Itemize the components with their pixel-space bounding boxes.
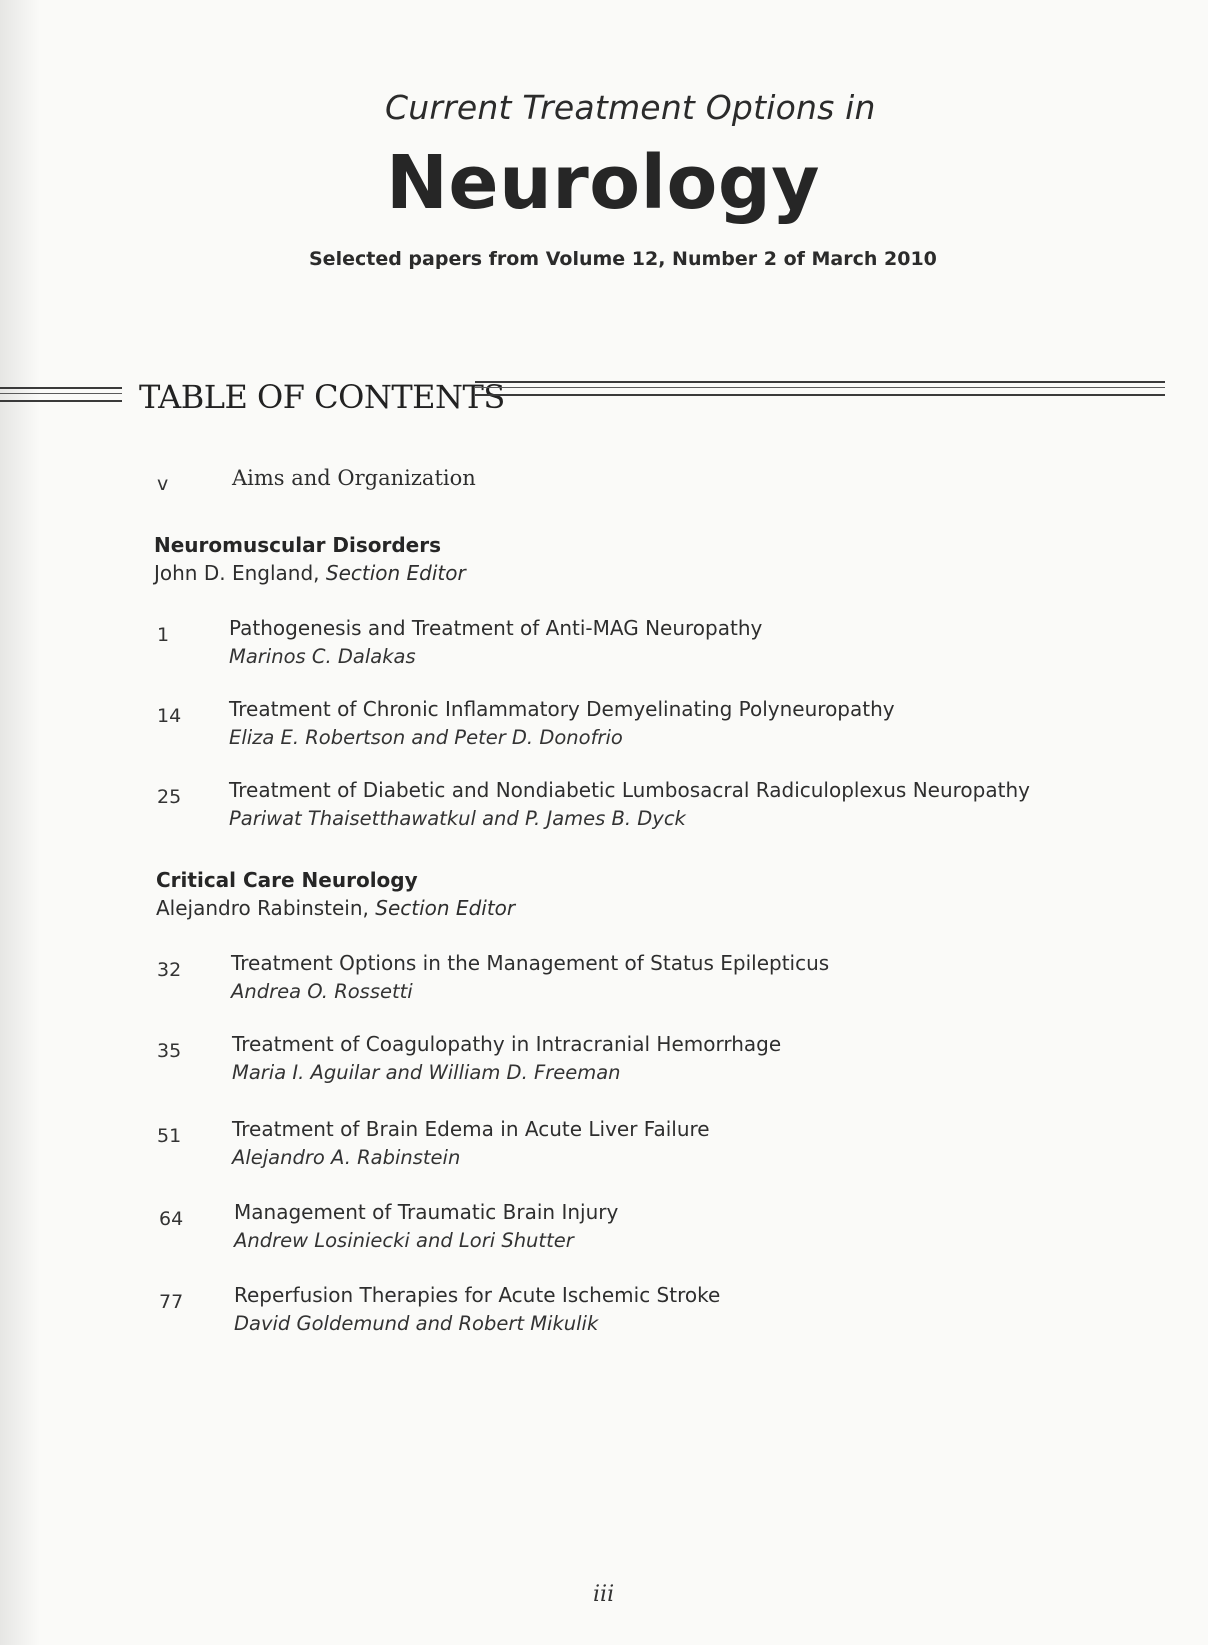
- journal-subtitle: Selected papers from Volume 12, Number 2 of March 2010: [309, 248, 937, 270]
- section-editor-role: Section Editor: [325, 561, 466, 585]
- article-title[interactable]: Treatment of Diabetic and Nondiabetic Lumbosacral Radiculoplexus Neuropathy: [229, 778, 1030, 802]
- section-editor-name: Alejandro Rabinstein,: [156, 896, 369, 920]
- article-page: 14: [157, 705, 182, 727]
- front-matter-title[interactable]: Aims and Organization: [232, 466, 476, 490]
- article-title[interactable]: Management of Traumatic Brain Injury: [234, 1200, 619, 1224]
- toc-heading: TABLE OF CONTENTS: [139, 378, 505, 416]
- article-page: 25: [157, 786, 182, 808]
- article-title[interactable]: Treatment of Brain Edema in Acute Liver Failure: [232, 1117, 710, 1141]
- section-name: Critical Care Neurology: [156, 868, 418, 892]
- front-matter-page: v: [157, 473, 169, 495]
- article-page: 35: [157, 1040, 182, 1062]
- journal-title: Neurology: [386, 140, 821, 226]
- article-title[interactable]: Treatment of Coagulopathy in Intracranial Hemorrhage: [232, 1032, 782, 1056]
- article-authors: Andrew Losiniecki and Lori Shutter: [234, 1229, 574, 1252]
- article-authors: Maria I. Aguilar and William D. Freeman: [232, 1061, 621, 1084]
- section-editor: [156, 896, 515, 920]
- section-editor: [154, 561, 466, 585]
- article-page: 51: [157, 1125, 182, 1147]
- article-title[interactable]: Reperfusion Therapies for Acute Ischemic Stroke: [234, 1283, 721, 1307]
- article-page: 32: [157, 959, 182, 981]
- article-authors: Marinos C. Dalakas: [229, 645, 416, 668]
- section-name: Neuromuscular Disorders: [154, 533, 442, 557]
- article-page: 64: [159, 1208, 184, 1230]
- section-editor-name: John D. England,: [154, 561, 320, 585]
- article-authors: Andrea O. Rossetti: [231, 980, 413, 1003]
- article-title[interactable]: Treatment Options in the Management of Status Epilepticus: [231, 951, 830, 975]
- article-authors: Pariwat Thaisetthawatkul and P. James B. Dyck: [229, 807, 686, 830]
- section-editor-role: Section Editor: [375, 896, 516, 920]
- article-authors: Eliza E. Robertson and Peter D. Donofrio: [229, 726, 623, 749]
- article-authors: David Goldemund and Robert Mikulik: [234, 1312, 599, 1335]
- journal-kicker: Current Treatment Options in: [385, 88, 876, 127]
- article-page: 77: [159, 1291, 184, 1313]
- article-title[interactable]: Pathogenesis and Treatment of Anti-MAG Neuropathy: [229, 616, 763, 640]
- article-authors: Alejandro A. Rabinstein: [232, 1146, 461, 1169]
- article-page: 1: [157, 624, 170, 646]
- page-folio: iii: [593, 1582, 615, 1607]
- article-title[interactable]: Treatment of Chronic Inflammatory Demyelinating Polyneuropathy: [229, 697, 895, 721]
